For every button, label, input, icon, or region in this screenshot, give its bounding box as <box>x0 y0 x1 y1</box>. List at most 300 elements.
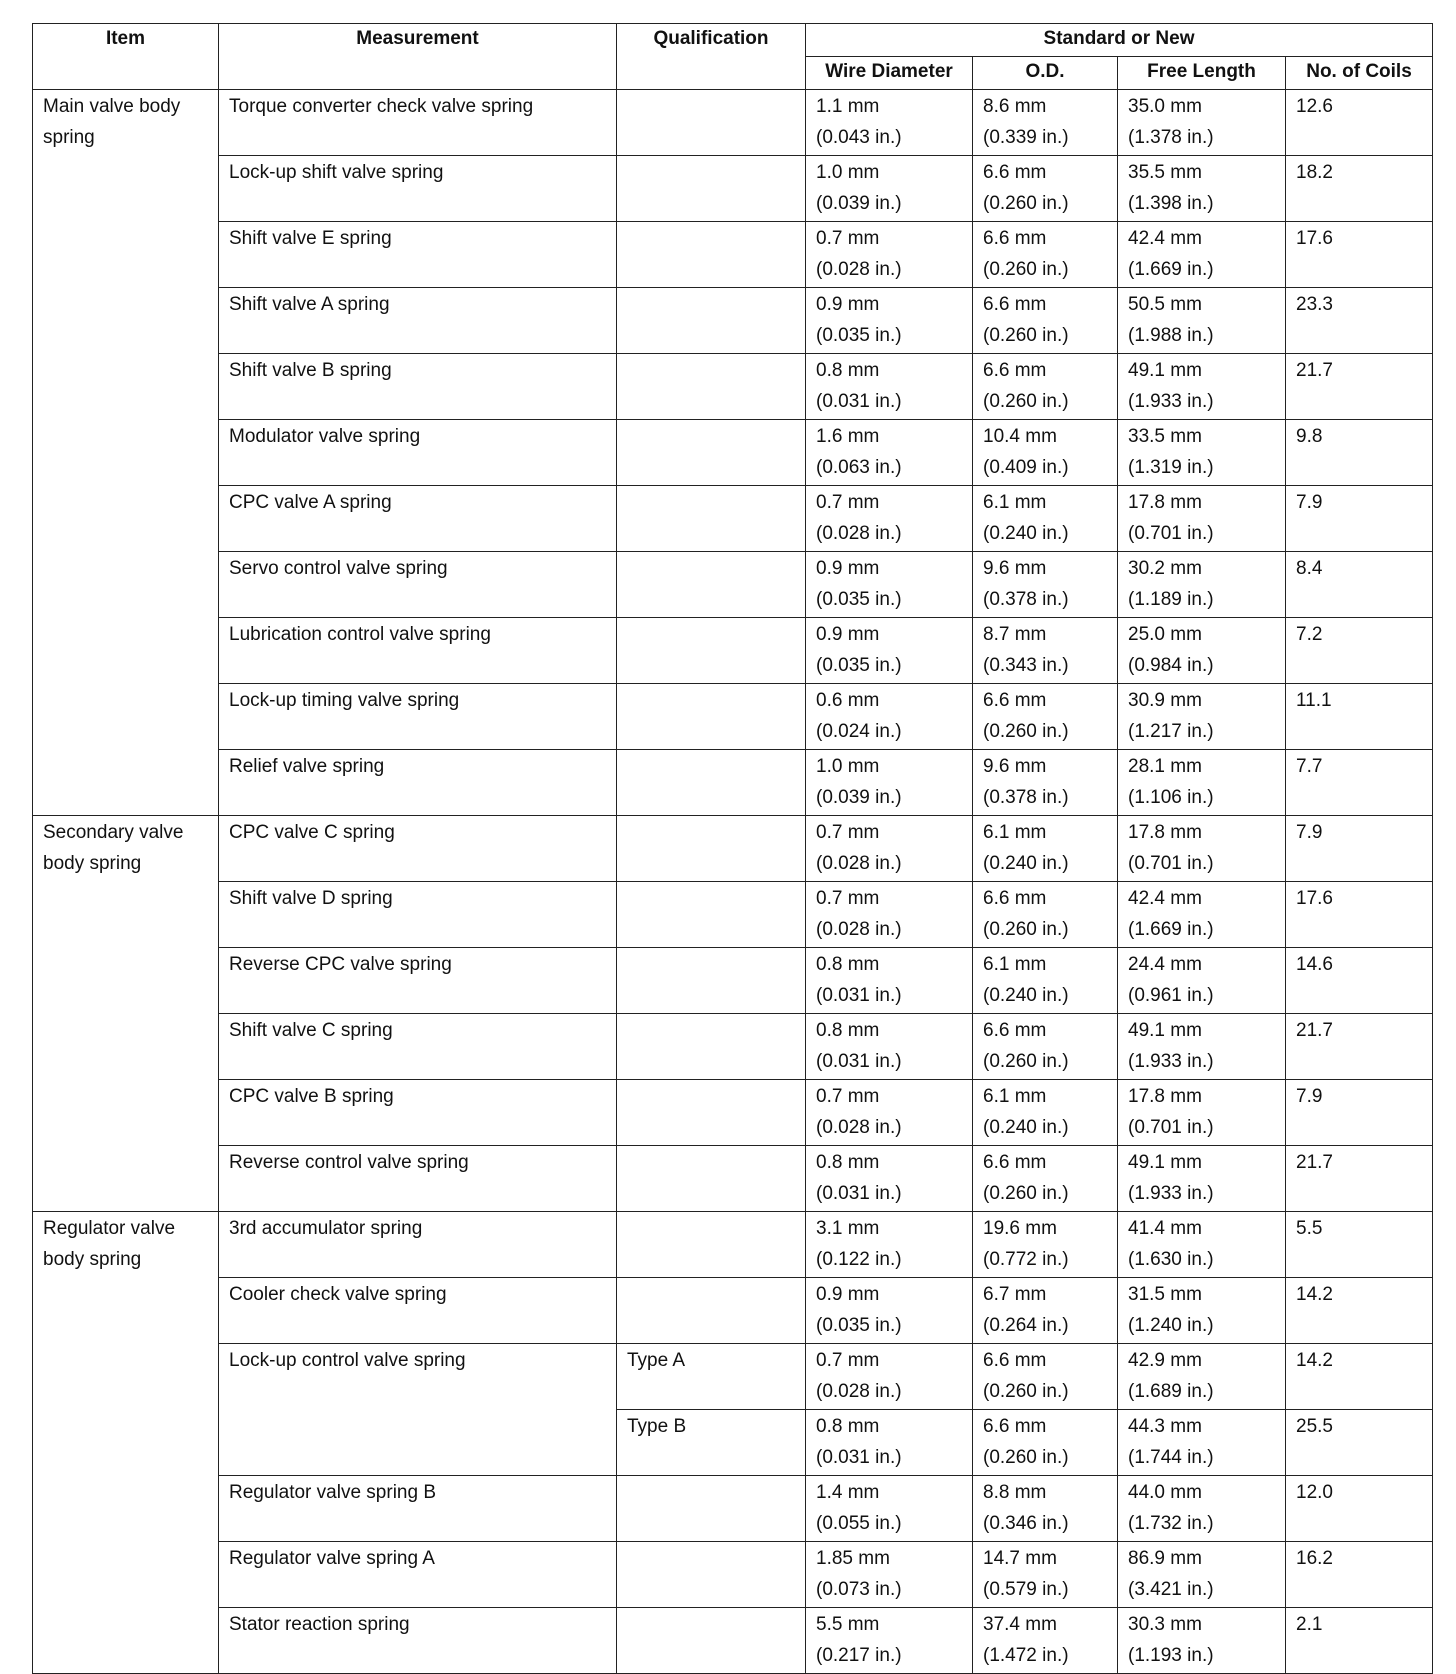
cell-line: (0.264 in.) <box>983 1315 1069 1336</box>
cell-line: (1.189 in.) <box>1128 589 1214 610</box>
cell-line: (0.961 in.) <box>1128 985 1214 1006</box>
table-row <box>33 750 1433 816</box>
od-cell <box>973 1476 1118 1542</box>
cell-line: (0.035 in.) <box>816 325 902 346</box>
cell-line: 0.9 mm <box>816 294 880 315</box>
od-cell <box>973 1278 1118 1344</box>
cell-line: 8.6 mm <box>983 96 1047 117</box>
wire-cell <box>806 816 973 882</box>
cell-line: Main valve body <box>43 96 181 117</box>
measurement-cell <box>219 552 617 618</box>
cell-line: 1.1 mm <box>816 96 880 117</box>
coils-cell: 25.5 <box>1286 1410 1433 1476</box>
wire-cell <box>806 1080 973 1146</box>
qualification-cell <box>617 1542 806 1608</box>
cell-line: 6.1 mm <box>983 822 1047 843</box>
cell-line: 3.1 mm <box>816 1218 880 1239</box>
cell-line: (0.031 in.) <box>816 391 902 412</box>
coils-cell: 9.8 <box>1286 420 1433 486</box>
free-cell <box>1118 420 1286 486</box>
cell-line: (1.933 in.) <box>1128 1183 1214 1204</box>
coils-cell: 17.6 <box>1286 882 1433 948</box>
qualification-cell: Type B <box>617 1410 806 1476</box>
coils-cell: 12.6 <box>1286 90 1433 156</box>
cell-line: (0.028 in.) <box>816 1381 902 1402</box>
qualification-cell <box>617 1014 806 1080</box>
coils-cell: 7.7 <box>1286 750 1433 816</box>
qualification-cell <box>617 1080 806 1146</box>
cell-line: 17.8 mm <box>1128 492 1202 513</box>
cell-line: (0.701 in.) <box>1128 1117 1214 1138</box>
wire-cell <box>806 1542 973 1608</box>
table-row <box>33 552 1433 618</box>
cell-line: (0.260 in.) <box>983 325 1069 346</box>
od-cell <box>973 288 1118 354</box>
qualification-cell <box>617 222 806 288</box>
cell-line: (0.031 in.) <box>816 1447 902 1468</box>
cell-line: (0.122 in.) <box>816 1249 902 1270</box>
cell-line: (1.217 in.) <box>1128 721 1214 742</box>
wire-cell <box>806 354 973 420</box>
od-cell <box>973 684 1118 750</box>
cell-line: 30.2 mm <box>1128 558 1202 579</box>
wire-cell <box>806 684 973 750</box>
table-row <box>33 354 1433 420</box>
cell-line: 25.0 mm <box>1128 624 1202 645</box>
od-cell <box>973 1212 1118 1278</box>
cell-line: 17.8 mm <box>1128 1086 1202 1107</box>
measurement-label: Relief valve spring <box>229 756 385 777</box>
cell-line: 5.5 mm <box>816 1614 880 1635</box>
cell-line: (0.028 in.) <box>816 853 902 874</box>
coils-cell: 16.2 <box>1286 1542 1433 1608</box>
measurement-label: Reverse CPC valve spring <box>229 954 452 975</box>
coils-cell: 18.2 <box>1286 156 1433 222</box>
cell-line: 10.4 mm <box>983 426 1057 447</box>
cell-line: 0.7 mm <box>816 1086 880 1107</box>
measurement-cell <box>219 486 617 552</box>
wire-cell <box>806 1410 973 1476</box>
qualification-cell <box>617 288 806 354</box>
spring-specifications-table <box>32 23 1433 1674</box>
coils-cell: 21.7 <box>1286 1146 1433 1212</box>
free-cell <box>1118 1542 1286 1608</box>
header-od: O.D. <box>973 57 1118 90</box>
qualification-cell <box>617 948 806 1014</box>
cell-line: 1.0 mm <box>816 756 880 777</box>
cell-line: 9.6 mm <box>983 558 1047 579</box>
coils-cell: 21.7 <box>1286 354 1433 420</box>
cell-line: 1.4 mm <box>816 1482 880 1503</box>
cell-line: (0.028 in.) <box>816 1117 902 1138</box>
header-wire-diameter: Wire Diameter <box>806 57 973 90</box>
cell-line: (1.398 in.) <box>1128 193 1214 214</box>
cell-line: 0.8 mm <box>816 1152 880 1173</box>
cell-line: (1.106 in.) <box>1128 787 1214 808</box>
cell-line: (0.031 in.) <box>816 985 902 1006</box>
cell-line: body spring <box>43 1249 142 1270</box>
qualification-cell <box>617 1146 806 1212</box>
measurement-label: Torque converter check valve spring <box>229 96 534 117</box>
cell-line: (1.669 in.) <box>1128 259 1214 280</box>
cell-line: 0.7 mm <box>816 492 880 513</box>
measurement-cell <box>219 1476 617 1542</box>
qualification-cell <box>617 156 806 222</box>
cell-line: 0.8 mm <box>816 1416 880 1437</box>
cell-line: 6.6 mm <box>983 690 1047 711</box>
cell-line: 0.9 mm <box>816 1284 880 1305</box>
cell-line: 50.5 mm <box>1128 294 1202 315</box>
measurement-cell <box>219 354 617 420</box>
cell-line: spring <box>43 127 95 148</box>
measurement-cell <box>219 816 617 882</box>
od-cell <box>973 1146 1118 1212</box>
free-cell <box>1118 1080 1286 1146</box>
wire-cell <box>806 750 973 816</box>
wire-cell <box>806 1014 973 1080</box>
table-row <box>33 1476 1433 1542</box>
cell-line: (0.339 in.) <box>983 127 1069 148</box>
table-row <box>33 1080 1433 1146</box>
table-row <box>33 1014 1433 1080</box>
wire-cell <box>806 222 973 288</box>
cell-line: (0.260 in.) <box>983 919 1069 940</box>
coils-cell: 14.2 <box>1286 1278 1433 1344</box>
cell-line: (1.193 in.) <box>1128 1645 1214 1666</box>
cell-line: (0.039 in.) <box>816 193 902 214</box>
cell-line: (0.028 in.) <box>816 259 902 280</box>
od-cell <box>973 816 1118 882</box>
table-row <box>33 1542 1433 1608</box>
cell-line: 19.6 mm <box>983 1218 1057 1239</box>
wire-cell <box>806 288 973 354</box>
wire-cell <box>806 948 973 1014</box>
table-row <box>33 1344 1433 1410</box>
coils-cell: 21.7 <box>1286 1014 1433 1080</box>
od-cell <box>973 90 1118 156</box>
wire-cell <box>806 156 973 222</box>
qualification-cell <box>617 684 806 750</box>
qualification-cell <box>617 1476 806 1542</box>
table-row <box>33 1278 1433 1344</box>
measurement-cell <box>219 1278 617 1344</box>
cell-line: 8.7 mm <box>983 624 1047 645</box>
cell-line: 42.4 mm <box>1128 888 1202 909</box>
header-row <box>33 24 1433 57</box>
coils-cell: 17.6 <box>1286 222 1433 288</box>
cell-line: 24.4 mm <box>1128 954 1202 975</box>
coils-cell: 12.0 <box>1286 1476 1433 1542</box>
cell-line: (1.988 in.) <box>1128 325 1214 346</box>
measurement-label: 3rd accumulator spring <box>229 1218 423 1239</box>
cell-line: 6.6 mm <box>983 162 1047 183</box>
header-qualification: Qualification <box>617 24 806 90</box>
free-cell <box>1118 90 1286 156</box>
cell-line: (0.701 in.) <box>1128 523 1214 544</box>
cell-line: 6.6 mm <box>983 1020 1047 1041</box>
qualification-cell <box>617 618 806 684</box>
od-cell <box>973 222 1118 288</box>
cell-line: (0.772 in.) <box>983 1249 1069 1270</box>
od-cell <box>973 486 1118 552</box>
measurement-label: Cooler check valve spring <box>229 1284 447 1305</box>
measurement-label: Regulator valve spring B <box>229 1482 436 1503</box>
cell-line: 6.6 mm <box>983 1152 1047 1173</box>
cell-line: (1.630 in.) <box>1128 1249 1214 1270</box>
cell-line: 41.4 mm <box>1128 1218 1202 1239</box>
wire-cell <box>806 1344 973 1410</box>
header-no-of-coils: No. of Coils <box>1286 57 1433 90</box>
table-row <box>33 684 1433 750</box>
free-cell <box>1118 750 1286 816</box>
cell-line: (0.409 in.) <box>983 457 1069 478</box>
measurement-label: Shift valve E spring <box>229 228 392 249</box>
wire-cell <box>806 1212 973 1278</box>
cell-line: (0.073 in.) <box>816 1579 902 1600</box>
cell-line: 6.7 mm <box>983 1284 1047 1305</box>
table-row <box>33 90 1433 156</box>
cell-line: (0.035 in.) <box>816 655 902 676</box>
od-cell <box>973 420 1118 486</box>
cell-line: 1.85 mm <box>816 1548 890 1569</box>
cell-line: (3.421 in.) <box>1128 1579 1214 1600</box>
cell-line: (0.579 in.) <box>983 1579 1069 1600</box>
od-cell <box>973 1344 1118 1410</box>
cell-line: (0.028 in.) <box>816 919 902 940</box>
cell-line: 0.6 mm <box>816 690 880 711</box>
table-row <box>33 816 1433 882</box>
cell-line: 31.5 mm <box>1128 1284 1202 1305</box>
measurement-label: Shift valve A spring <box>229 294 390 315</box>
cell-line: (1.472 in.) <box>983 1645 1069 1666</box>
free-cell <box>1118 684 1286 750</box>
cell-line: 0.7 mm <box>816 888 880 909</box>
cell-line: (0.039 in.) <box>816 787 902 808</box>
qualification-cell <box>617 552 806 618</box>
table-row <box>33 882 1433 948</box>
cell-line: (0.043 in.) <box>816 127 902 148</box>
cell-line: (0.260 in.) <box>983 391 1069 412</box>
coils-cell: 23.3 <box>1286 288 1433 354</box>
free-cell <box>1118 1476 1286 1542</box>
od-cell <box>973 618 1118 684</box>
cell-line: (0.260 in.) <box>983 1381 1069 1402</box>
cell-line: 6.1 mm <box>983 492 1047 513</box>
od-cell <box>973 156 1118 222</box>
measurement-label: Stator reaction spring <box>229 1614 410 1635</box>
cell-line: (1.744 in.) <box>1128 1447 1214 1468</box>
free-cell <box>1118 1212 1286 1278</box>
free-cell <box>1118 948 1286 1014</box>
wire-cell <box>806 552 973 618</box>
free-cell <box>1118 1410 1286 1476</box>
free-cell <box>1118 354 1286 420</box>
qualification-cell <box>617 750 806 816</box>
free-cell <box>1118 1146 1286 1212</box>
coils-cell: 7.9 <box>1286 1080 1433 1146</box>
free-cell <box>1118 1344 1286 1410</box>
qualification-cell <box>617 882 806 948</box>
cell-line: 6.6 mm <box>983 888 1047 909</box>
table-row <box>33 288 1433 354</box>
cell-line: (0.028 in.) <box>816 523 902 544</box>
cell-line: 6.6 mm <box>983 294 1047 315</box>
cell-line: (1.933 in.) <box>1128 391 1214 412</box>
cell-line: (0.346 in.) <box>983 1513 1069 1534</box>
cell-line: 86.9 mm <box>1128 1548 1202 1569</box>
cell-line: 0.8 mm <box>816 954 880 975</box>
cell-line: 44.0 mm <box>1128 1482 1202 1503</box>
cell-line: (1.732 in.) <box>1128 1513 1214 1534</box>
cell-line: (0.701 in.) <box>1128 853 1214 874</box>
cell-line: 9.6 mm <box>983 756 1047 777</box>
free-cell <box>1118 1278 1286 1344</box>
cell-line: (0.063 in.) <box>816 457 902 478</box>
measurement-cell <box>219 1608 617 1674</box>
qualification-cell <box>617 1608 806 1674</box>
cell-line: 49.1 mm <box>1128 1020 1202 1041</box>
table-row <box>33 222 1433 288</box>
measurement-label: Reverse control valve spring <box>229 1152 469 1173</box>
table-row <box>33 948 1433 1014</box>
wire-cell <box>806 1146 973 1212</box>
measurement-cell <box>219 1080 617 1146</box>
cell-line: 30.3 mm <box>1128 1614 1202 1635</box>
cell-line: 42.4 mm <box>1128 228 1202 249</box>
qualification-cell <box>617 1212 806 1278</box>
cell-line: 37.4 mm <box>983 1614 1057 1635</box>
coils-cell: 14.6 <box>1286 948 1433 1014</box>
free-cell <box>1118 552 1286 618</box>
cell-line: Regulator valve <box>43 1218 176 1239</box>
free-cell <box>1118 222 1286 288</box>
cell-line: (0.260 in.) <box>983 259 1069 280</box>
cell-line: 8.8 mm <box>983 1482 1047 1503</box>
cell-line: 35.5 mm <box>1128 162 1202 183</box>
cell-line: 0.7 mm <box>816 228 880 249</box>
qualification-cell <box>617 1278 806 1344</box>
cell-line: 6.6 mm <box>983 1416 1047 1437</box>
item-cell <box>33 1212 219 1674</box>
measurement-label: Shift valve D spring <box>229 888 393 909</box>
coils-cell: 11.1 <box>1286 684 1433 750</box>
measurement-label: Lock-up timing valve spring <box>229 690 460 711</box>
measurement-cell <box>219 1542 617 1608</box>
od-cell <box>973 948 1118 1014</box>
table-row <box>33 486 1433 552</box>
cell-line: 17.8 mm <box>1128 822 1202 843</box>
header-standard-or-new: Standard or New <box>806 24 1433 57</box>
coils-cell: 8.4 <box>1286 552 1433 618</box>
measurement-cell <box>219 156 617 222</box>
measurement-label: Servo control valve spring <box>229 558 448 579</box>
cell-line: (0.031 in.) <box>816 1183 902 1204</box>
od-cell <box>973 1014 1118 1080</box>
od-cell <box>973 1542 1118 1608</box>
cell-line: 0.7 mm <box>816 1350 880 1371</box>
measurement-cell <box>219 618 617 684</box>
header-measurement: Measurement <box>219 24 617 90</box>
qualification-cell: Type A <box>617 1344 806 1410</box>
cell-line: (0.217 in.) <box>816 1645 902 1666</box>
measurement-label: CPC valve B spring <box>229 1086 394 1107</box>
cell-line: 1.6 mm <box>816 426 880 447</box>
coils-cell: 7.9 <box>1286 816 1433 882</box>
wire-cell <box>806 882 973 948</box>
cell-line: 44.3 mm <box>1128 1416 1202 1437</box>
cell-line: 1.0 mm <box>816 162 880 183</box>
wire-cell <box>806 486 973 552</box>
qualification-cell <box>617 420 806 486</box>
measurement-label: Regulator valve spring A <box>229 1548 435 1569</box>
item-cell <box>33 90 219 816</box>
cell-line: (0.035 in.) <box>816 589 902 610</box>
cell-line: 49.1 mm <box>1128 1152 1202 1173</box>
table-row <box>33 156 1433 222</box>
cell-line: (0.984 in.) <box>1128 655 1214 676</box>
measurement-label: Lock-up control valve spring <box>229 1350 466 1371</box>
free-cell <box>1118 882 1286 948</box>
measurement-cell <box>219 1344 617 1476</box>
measurement-cell <box>219 948 617 1014</box>
free-cell <box>1118 1608 1286 1674</box>
measurement-label: CPC valve C spring <box>229 822 395 843</box>
measurement-label: Lock-up shift valve spring <box>229 162 444 183</box>
cell-line: (0.378 in.) <box>983 787 1069 808</box>
od-cell <box>973 552 1118 618</box>
cell-line: 49.1 mm <box>1128 360 1202 381</box>
cell-line: 0.9 mm <box>816 558 880 579</box>
measurement-cell <box>219 1212 617 1278</box>
cell-line: (0.260 in.) <box>983 1183 1069 1204</box>
measurement-label: Shift valve C spring <box>229 1020 393 1041</box>
qualification-cell <box>617 486 806 552</box>
cell-line: (1.319 in.) <box>1128 457 1214 478</box>
cell-line: 6.1 mm <box>983 1086 1047 1107</box>
cell-line: (1.240 in.) <box>1128 1315 1214 1336</box>
free-cell <box>1118 486 1286 552</box>
table-row <box>33 1146 1433 1212</box>
coils-cell: 2.1 <box>1286 1608 1433 1674</box>
qualification-cell <box>617 816 806 882</box>
measurement-cell <box>219 750 617 816</box>
cell-line: (0.024 in.) <box>816 721 902 742</box>
cell-line: (0.035 in.) <box>816 1315 902 1336</box>
qualification-cell <box>617 354 806 420</box>
cell-line: 6.6 mm <box>983 360 1047 381</box>
measurement-label: Modulator valve spring <box>229 426 421 447</box>
free-cell <box>1118 816 1286 882</box>
cell-line: 0.8 mm <box>816 1020 880 1041</box>
cell-line: 14.7 mm <box>983 1548 1057 1569</box>
cell-line: 35.0 mm <box>1128 96 1202 117</box>
cell-line: (0.260 in.) <box>983 193 1069 214</box>
cell-line: (1.378 in.) <box>1128 127 1214 148</box>
coils-cell: 7.2 <box>1286 618 1433 684</box>
cell-line: (0.260 in.) <box>983 1051 1069 1072</box>
measurement-label: Shift valve B spring <box>229 360 392 381</box>
measurement-cell <box>219 1014 617 1080</box>
od-cell <box>973 1410 1118 1476</box>
cell-line: (0.031 in.) <box>816 1051 902 1072</box>
cell-line: 6.6 mm <box>983 1350 1047 1371</box>
cell-line: (1.933 in.) <box>1128 1051 1214 1072</box>
wire-cell <box>806 1278 973 1344</box>
cell-line: (0.260 in.) <box>983 721 1069 742</box>
cell-line: 33.5 mm <box>1128 426 1202 447</box>
wire-cell <box>806 90 973 156</box>
cell-line: 0.9 mm <box>816 624 880 645</box>
